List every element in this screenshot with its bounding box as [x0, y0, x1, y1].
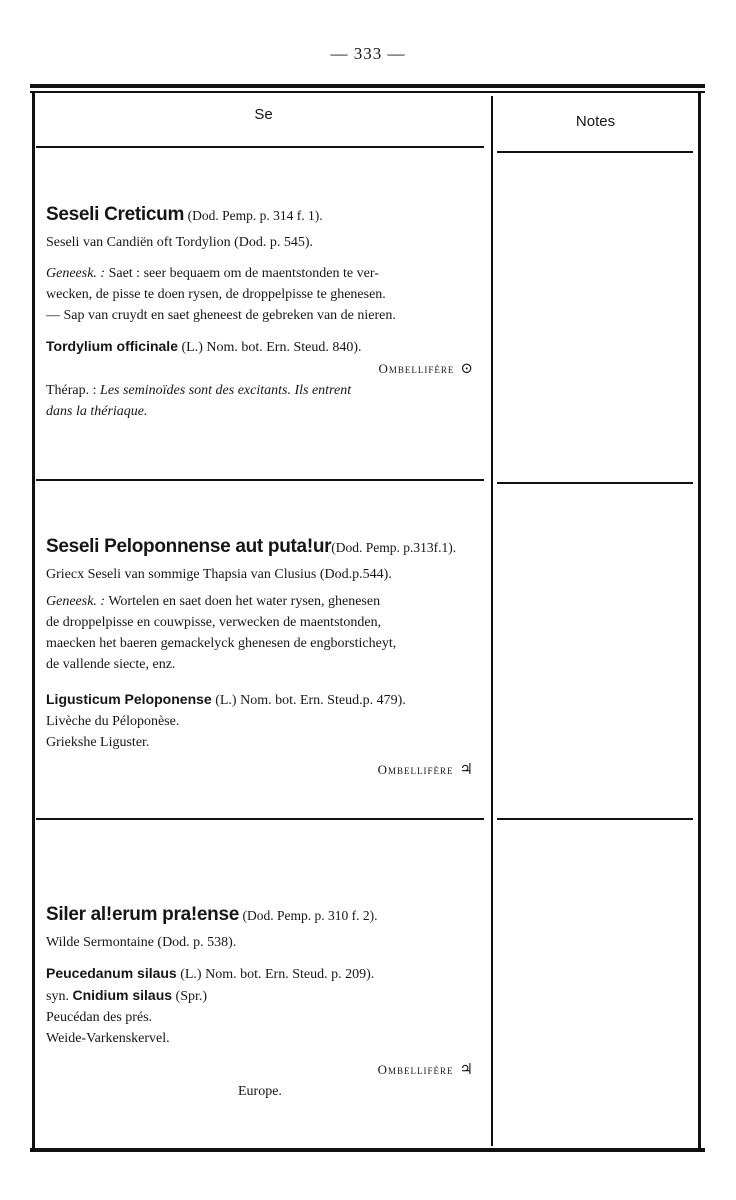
family-symbol: ♃ [459, 762, 474, 778]
family-label: Ombellifère [378, 361, 455, 376]
modern-name: Tordylium officinale [46, 338, 178, 354]
geneesk-text-line: Wortelen en saet doen het water rysen, ghenesen [105, 594, 381, 609]
section-separator-right-1 [497, 482, 693, 484]
column-divider [491, 96, 493, 1146]
family-label: Ombellifère [377, 1062, 454, 1077]
family-label: Ombellifère [377, 762, 454, 777]
modern-name: Peucedanum silaus [46, 965, 177, 981]
geneesk-text-line: de vallende siecte, enz. [46, 657, 176, 672]
modern-name: Ligusticum Peloponense [46, 691, 212, 707]
geneesk-text-line: Saet : seer bequaem om de maentstonden te ver- [105, 266, 379, 281]
therap-text-line: Les seminoïdes sont des excitants. Ils entrent [96, 383, 352, 398]
entry-title-ref: (Dod. Pemp. p.313f.1). [331, 540, 457, 555]
entry-seseli-peloponnense [46, 536, 482, 781]
frame-right-border [698, 92, 701, 1150]
common-name-line: Livèche du Péloponèse. [46, 714, 180, 729]
top-rule-inner [30, 91, 705, 93]
geneesk-text-line: — Sap van cruydt en saet gheneest de gebreken van de nieren. [46, 308, 396, 323]
section-separator-left-1 [36, 479, 484, 481]
family-symbol: ⊙ [460, 361, 474, 377]
frame-left-border [32, 92, 35, 1150]
therap-label: Thérap. : [46, 383, 97, 398]
entry-title: Seseli Peloponnense aut puta!ur [46, 536, 332, 557]
entry-siler-alterum-pratense [46, 904, 482, 1102]
geneesk-text-line: maecken het baeren gemackelyck ghenesen de engborsticheyt, [46, 636, 397, 651]
entry-title-ref: (Dod. Pemp. p. 314 f. 1). [187, 208, 323, 223]
therap-text-line: dans la thériaque. [46, 404, 148, 419]
entry-title: Seseli Creticum [46, 204, 185, 225]
modern-ref: (L.) Nom. bot. Ern. Steud.p. 479). [215, 693, 406, 708]
modern-ref: (L.) Nom. bot. Ern. Steud. p. 209). [180, 967, 375, 982]
entry-subtitle: Seseli van Candiën oft Tordylion (Dod. p. 545). [46, 235, 314, 250]
entry-subtitle: Wilde Sermontaine (Dod. p. 538). [46, 935, 237, 950]
modern-ref: (L.) Nom. bot. Ern. Steud. 840). [181, 340, 362, 355]
entry-title-ref: (Dod. Pemp. p. 310 f. 2). [242, 908, 378, 923]
entry-subtitle: Griecx Seseli van sommige Thapsia van Clusius (Dod.p.544). [46, 567, 392, 582]
header-separator-right [497, 151, 693, 153]
header-separator-left [36, 146, 484, 148]
common-name-line: Griekshe Liguster. [46, 735, 150, 750]
geneesk-text-line: de droppelpisse en couwpisse, verwecken de maentstonden, [46, 615, 382, 630]
entry-title: Siler al!erum pra!ense [46, 904, 239, 925]
family-symbol: ♃ [459, 1062, 474, 1078]
syn-prefix: syn. [46, 989, 69, 1004]
top-rule [30, 84, 705, 88]
common-name-line: Peucédan des prés. [46, 1010, 153, 1025]
syn-name: Cnidium silaus [72, 987, 173, 1003]
column-header-left: Se [254, 106, 273, 123]
geneesk-label: Geneesk. : [46, 594, 106, 609]
geneesk-text-line: wecken, de pisse te doen rysen, de droppelpisse te ghenesen. [46, 287, 386, 302]
column-header-notes: Notes [575, 113, 616, 130]
section-separator-right-2 [497, 818, 693, 820]
bottom-rule [30, 1148, 705, 1152]
page-number: — 333 — [330, 44, 406, 63]
geneesk-label: Geneesk. : [46, 266, 106, 281]
region-label: Europe. [238, 1084, 282, 1099]
syn-ref: (Spr.) [175, 989, 208, 1004]
section-separator-left-2 [36, 818, 484, 820]
common-name-line: Weide-Varkenskervel. [46, 1031, 170, 1046]
entry-seseli-creticum [46, 204, 482, 422]
